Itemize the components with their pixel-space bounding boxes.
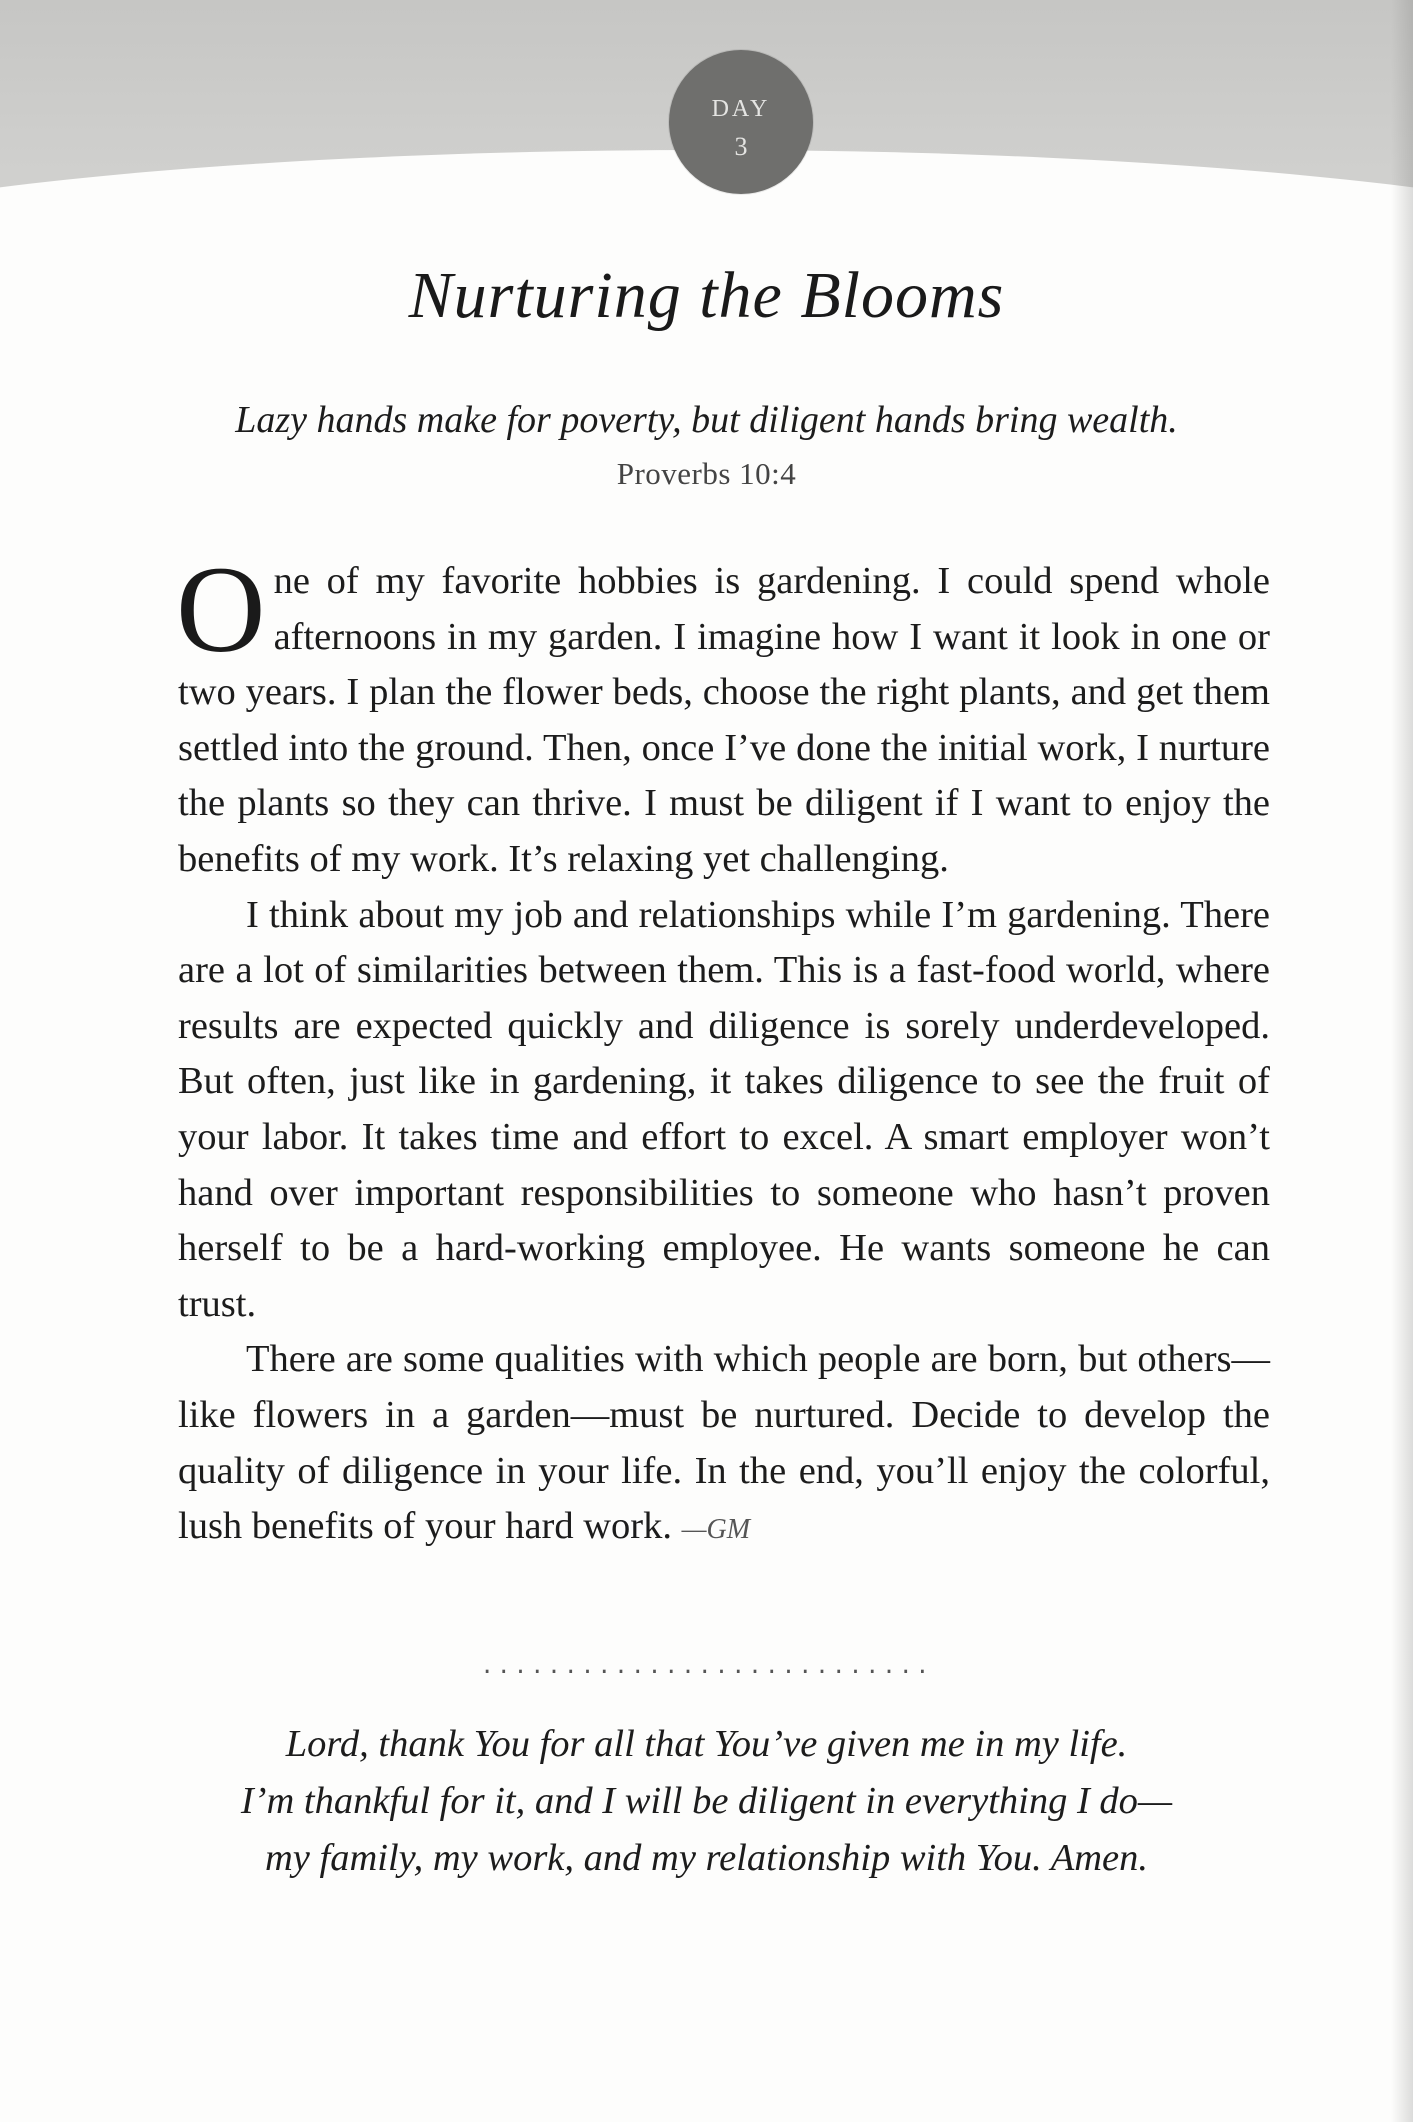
page-title: Nurturing the Blooms (408, 259, 1005, 332)
day-badge (669, 50, 813, 194)
devotional-body (176, 541, 1270, 1558)
paragraph-1-text: ne of my favorite hobbies is gardening. I could spend whole afternoons in my garden. I imagine how I want it look in one or two years. I plan the flower beds, choose the right plants, and get them settled into the ground. Then, once I’ve done the initial work, I nurture the plants so they can thrive. I must be diligent if I want to enjoy the benefits of my work. It’s relaxing yet challenging. (178, 560, 1270, 880)
prayer-line-2: I’m thankful for it, and I will be diligent in everything I do— (240, 1780, 1173, 1822)
scripture-verse: Lazy hands make for poverty, but diligent hands bring wealth. (235, 399, 1178, 441)
closing-prayer (0, 1716, 1413, 1887)
scripture-reference: Proverbs 10:4 (616, 456, 797, 491)
author-initials: —GM (681, 1514, 751, 1546)
paragraph-3-text: There are some qualities with which people are born, but others—like flowers in a garden—must be nurtured. Decide to develop the quality of diligence in your life. In the end, you’ll enjoy the colorful, lush benefits of your hard work. (178, 1338, 1270, 1548)
dotted-separator: ........................... (480, 1654, 933, 1679)
prayer-line-1: Lord, thank You for all that You’ve given me in my life. (285, 1723, 1128, 1765)
paragraph-1 (176, 541, 1270, 888)
drop-cap: O (176, 541, 266, 678)
paragraph-3 (178, 1332, 1270, 1557)
paragraph-2: I think about my job and relationships while I’m gardening. There are a lot of similarities between them. This is a fast-food world, where results are expected quickly and diligence is sorely underdeveloped. But often, just like in gardening, it takes diligence to see the fruit of your labor. It takes time and effort to excel. A smart employer won’t hand over important responsibilities to someone who hasn’t proven herself to be a hard-working employee. He wants someone he can trust. (178, 893, 1270, 1325)
day-label: DAY (711, 96, 771, 122)
prayer-line-3: my family, my work, and my relationship with You. Amen. (265, 1837, 1148, 1879)
day-number: 3 (734, 132, 748, 161)
